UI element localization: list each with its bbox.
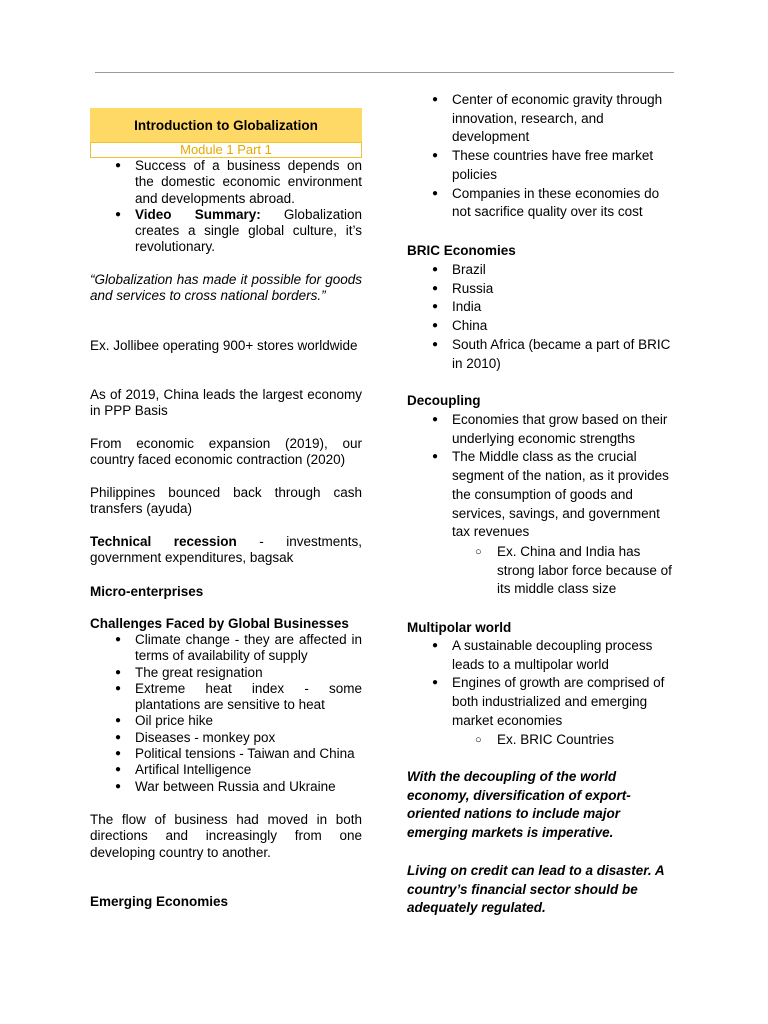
decoupling-sublist bbox=[407, 543, 679, 599]
list-item: ● Center of economic gravity through innovation, research, and development bbox=[407, 91, 679, 147]
page-subtitle: Module 1 Part 1 bbox=[90, 142, 362, 158]
list-item: ● Engines of growth are comprised of both industrialized and emerging market economies bbox=[407, 674, 679, 730]
bullet-label: Video Summary: bbox=[135, 206, 261, 222]
technical-recession-paragraph bbox=[90, 534, 362, 567]
multipolar-list bbox=[407, 637, 679, 731]
list-item: ● These countries have free market policies bbox=[407, 147, 679, 184]
decoupling-statement: With the decoupling of the world economy, diversification of export-oriented nations to include major emerging markets is imperative. bbox=[407, 769, 631, 841]
jollibee-paragraph: Ex. Jollibee operating 900+ stores worldwide bbox=[90, 338, 358, 353]
globalization-quote: “Globalization has made it possible for goods and services to cross national borders.” bbox=[90, 272, 362, 304]
bullet-text: Success of a business depends on the domestic economic environment and developments abroad. bbox=[135, 158, 362, 206]
list-item: ● China bbox=[407, 317, 679, 336]
bullet-text: Globalization creates a single global culture, it’s revolutionary. bbox=[135, 206, 362, 255]
china-paragraph: As of 2019, China leads the largest economy in PPP Basis bbox=[90, 387, 362, 419]
list-item: ● Extreme heat index - some plantations are sensitive to heat bbox=[90, 681, 362, 714]
challenges-heading: Challenges Faced by Global Businesses bbox=[90, 616, 349, 631]
list-item: ● Companies in these economies do not sacrifice quality over its cost bbox=[407, 185, 679, 222]
list-item: ● The Middle class as the crucial segment of the nation, as it provides the consumption of goods and services, savings, and government tax revenues bbox=[407, 448, 679, 542]
list-item: ● Economies that grow based on their underlying economic strengths bbox=[407, 411, 679, 448]
list-item: ● Oil price hike bbox=[90, 713, 362, 729]
page-title: Introduction to Globalization bbox=[90, 108, 362, 142]
emerging-traits-list bbox=[407, 91, 679, 222]
micro-enterprises-heading: Micro-enterprises bbox=[90, 584, 204, 599]
bric-heading: BRIC Economies bbox=[407, 243, 516, 258]
list-item: ○ Ex. China and India has strong labor force because of its middle class size bbox=[407, 543, 679, 599]
list-item: ● War between Russia and Ukraine bbox=[90, 779, 362, 795]
expansion-paragraph: From economic expansion (2019), our country faced economic contraction (2020) bbox=[90, 436, 362, 468]
technical-recession-text: - investments, government expenditures, bagsak bbox=[90, 534, 362, 566]
bric-list bbox=[407, 261, 679, 373]
multipolar-heading: Multipolar world bbox=[407, 620, 512, 635]
list-item: ● Climate change - they are affected in terms of availability of supply bbox=[90, 632, 362, 665]
credit-statement: Living on credit can lead to a disaster. A country’s financial sector should be adequately regulated. bbox=[407, 863, 665, 916]
emerging-economies-heading: Emerging Economies bbox=[90, 894, 229, 909]
challenges-list bbox=[90, 632, 362, 795]
list-item: ● Brazil bbox=[407, 261, 679, 280]
multipolar-sublist bbox=[407, 731, 679, 750]
intro-bullet-list bbox=[90, 158, 362, 256]
header-rule bbox=[95, 72, 674, 73]
list-item: ● The great resignation bbox=[90, 665, 362, 681]
list-item: ● South Africa (became a part of BRIC in 2010) bbox=[407, 336, 679, 373]
list-item: ● Political tensions - Taiwan and China bbox=[90, 746, 362, 762]
cash-transfer-paragraph: Philippines bounced back through cash transfers (ayuda) bbox=[90, 485, 362, 517]
business-flow-paragraph: The flow of business had moved in both directions and increasingly from one developing country to another. bbox=[90, 812, 362, 860]
list-item bbox=[90, 158, 362, 207]
list-item: ● Artifical Intelligence bbox=[90, 762, 362, 778]
list-item: ● India bbox=[407, 298, 679, 317]
technical-recession-label: Technical recession bbox=[90, 534, 237, 549]
list-item bbox=[90, 207, 362, 256]
list-item: ● Russia bbox=[407, 280, 679, 299]
list-item: ○ Ex. BRIC Countries bbox=[407, 731, 679, 750]
list-item: ● A sustainable decoupling process leads to a multipolar world bbox=[407, 637, 679, 674]
decoupling-heading: Decoupling bbox=[407, 393, 481, 408]
list-item: ● Diseases - monkey pox bbox=[90, 730, 362, 746]
decoupling-list bbox=[407, 411, 679, 542]
